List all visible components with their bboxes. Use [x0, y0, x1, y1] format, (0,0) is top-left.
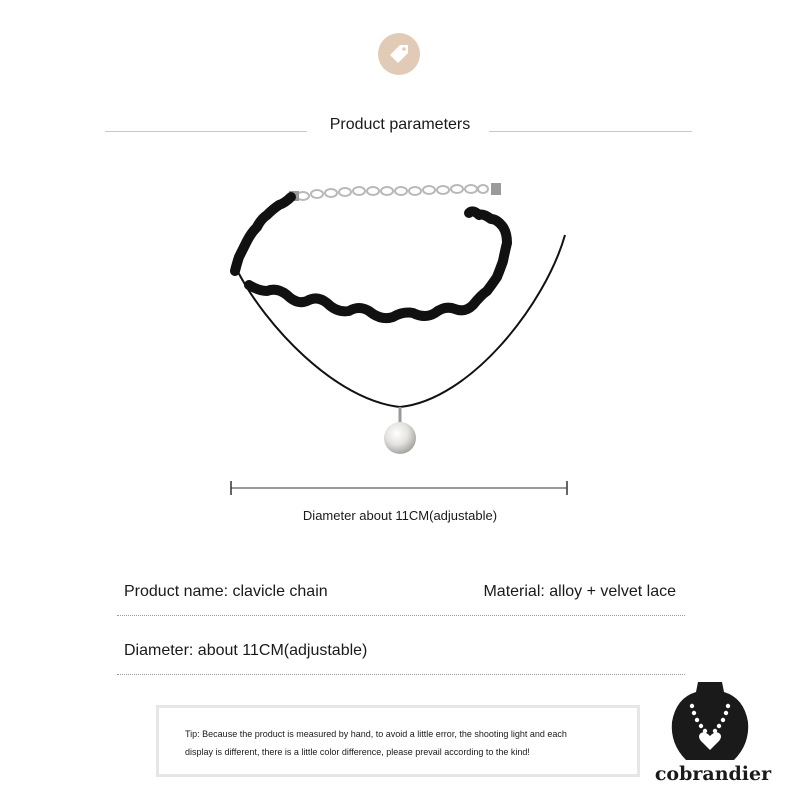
necklace-bust-icon	[670, 678, 750, 762]
dimension-caption: Diameter about 11CM(adjustable)	[302, 508, 498, 523]
spec-material: Material: alloy + velvet lace	[483, 583, 676, 600]
tip-box	[156, 705, 640, 777]
product-image	[225, 175, 575, 465]
price-tag-icon	[378, 33, 420, 75]
spec-divider	[117, 674, 685, 675]
tip-line-2: display is different, there is a little color difference, please prevail according to the kind!	[185, 747, 530, 757]
spec-diameter: Diameter: about 11CM(adjustable)	[124, 642, 368, 659]
brand-name: cobrandier	[654, 763, 772, 785]
dimension-line	[230, 480, 568, 496]
tip-line-1: Tip: Because the product is measured by hand, to avoid a little error, the shooting light and each	[185, 729, 567, 739]
spec-product-name: Product name: clavicle chain	[124, 583, 328, 600]
section-title: Product parameters	[0, 116, 800, 134]
spec-divider	[117, 615, 685, 616]
